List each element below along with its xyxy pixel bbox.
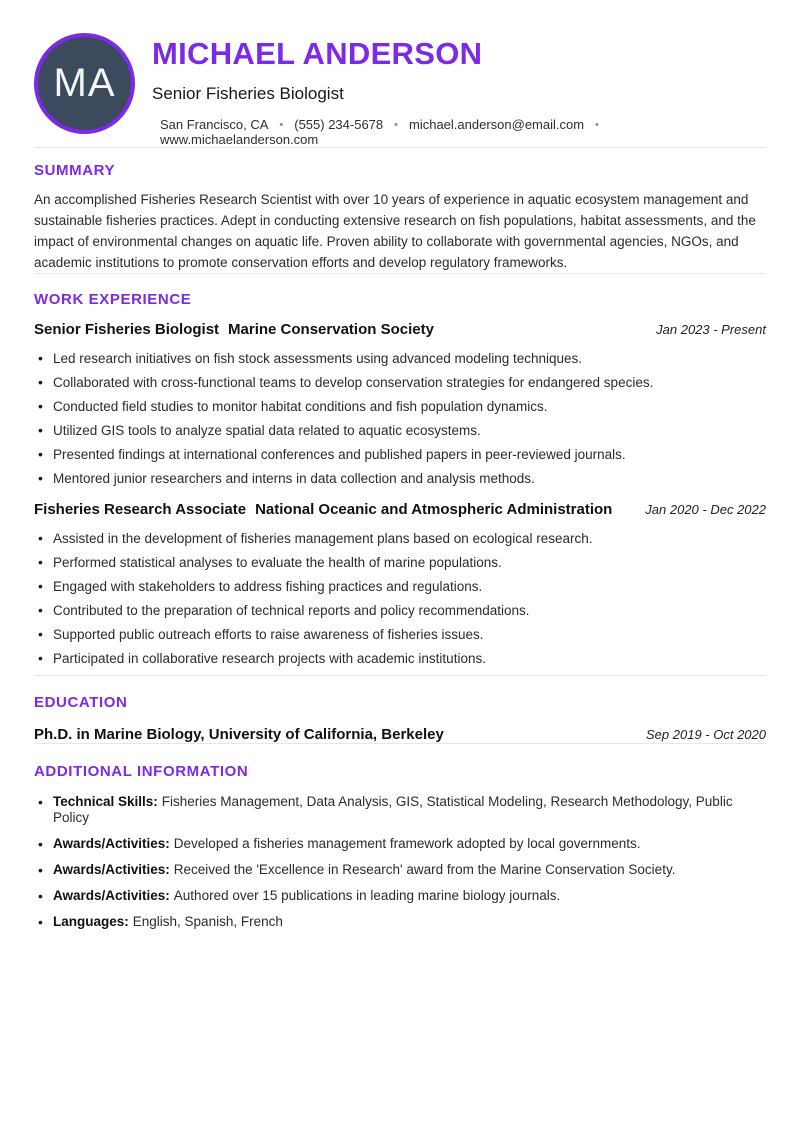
job-title-line: [34, 321, 434, 338]
job-title: Senior Fisheries Biologist: [34, 321, 220, 339]
job-bullet: • Performed statistical analyses to evaluate the health of marine populations.: [34, 555, 766, 570]
summary-heading: SUMMARY: [34, 162, 116, 180]
job-bullet: • Engaged with stakeholders to address fishing practices and regulations.: [34, 579, 766, 594]
job-bullet: • Participated in collaborative research projects with academic institutions.: [34, 651, 766, 666]
job-dates: Jan 2023 - Present: [656, 322, 766, 338]
section-work-experience: [34, 274, 766, 666]
education-entry: [34, 726, 766, 743]
job-entry: [34, 321, 766, 486]
info-item-languages: [34, 914, 766, 930]
info-item-text: English, Spanish, French: [132, 914, 283, 930]
info-item-awards: [34, 888, 766, 904]
job-dates: Jan 2020 - Dec 2022: [645, 502, 766, 518]
job-company: Marine Conservation Society: [228, 321, 434, 339]
info-item-awards: [34, 862, 766, 878]
job-title: Fisheries Research Associate: [34, 501, 247, 519]
additional-info-list: [34, 794, 766, 930]
contact-location: San Francisco, CA: [160, 117, 269, 133]
person-job-title: Senior Fisheries Biologist: [152, 84, 344, 104]
avatar: [34, 33, 135, 134]
job-bullet-list: [34, 351, 766, 486]
contact-website-link[interactable]: www.michaelanderson.com: [160, 132, 319, 148]
job-header: [34, 501, 766, 518]
resume-header: [34, 33, 766, 147]
job-company: National Oceanic and Atmospheric Administration: [255, 501, 613, 519]
info-item-label: Awards/Activities:: [53, 836, 170, 852]
job-bullet-list: [34, 531, 766, 666]
job-bullet: • Conducted field studies to monitor habitat conditions and fish population dynamics.: [34, 399, 766, 414]
info-item-text: Received the 'Excellence in Research' award from the Marine Conservation Society.: [173, 862, 676, 878]
summary-text: An accomplished Fisheries Research Scientist with over 10 years of experience in aquatic ecosystem management and sustainable fisheries practices. Adept in conducting extensive research on fish populations, habitat assessments, and the impact of environmental changes on aquatic life. Proven ability to collaborate with governmental agencies, NGOs, and academic institutions to promote conservation efforts and develop regulatory frameworks.: [34, 192, 756, 271]
info-item-awards: [34, 836, 766, 852]
education-heading: EDUCATION: [34, 694, 128, 712]
education-dates: Sep 2019 - Oct 2020: [646, 727, 766, 743]
job-bullet: • Presented findings at international conferences and published papers in peer-reviewed journals.: [34, 447, 766, 462]
info-item-label: Awards/Activities:: [53, 862, 170, 878]
bullet-separator: •: [595, 118, 599, 131]
avatar-initials: MA: [53, 61, 116, 105]
job-header: [34, 321, 766, 338]
job-bullet: • Collaborated with cross-functional teams to develop conservation strategies for endangered species.: [34, 375, 766, 390]
info-item-label: Awards/Activities:: [53, 888, 170, 904]
job-bullet: • Contributed to the preparation of technical reports and policy recommendations.: [34, 603, 766, 618]
info-item-technical-skills: [34, 794, 766, 826]
job-title-line: [34, 501, 612, 518]
person-name: MICHAEL ANDERSON: [152, 36, 483, 71]
info-item-text: Authored over 15 publications in leading marine biology journals.: [173, 888, 561, 904]
info-item-label: Languages:: [53, 914, 129, 930]
section-education: [34, 676, 766, 743]
job-bullet: • Led research initiatives on fish stock assessments using advanced modeling techniques.: [34, 351, 766, 366]
job-bullet: • Utilized GIS tools to analyze spatial data related to aquatic ecosystems.: [34, 423, 766, 438]
info-item-text: Fisheries Management, Data Analysis, GIS, Statistical Modeling, Research Methodology, Public Policy: [53, 794, 733, 826]
contact-row: [160, 117, 766, 147]
work-experience-heading: WORK EXPERIENCE: [34, 291, 192, 309]
header-text: [152, 33, 766, 147]
contact-phone: (555) 234-5678: [294, 117, 384, 133]
section-additional-information: [34, 744, 766, 930]
section-summary: [34, 148, 766, 273]
bullet-separator: •: [394, 118, 398, 131]
job-bullet: • Mentored junior researchers and interns in data collection and analysis methods.: [34, 471, 766, 486]
contact-email-link[interactable]: michael.anderson@email.com: [409, 117, 585, 133]
job-entry: [34, 501, 766, 666]
additional-information-heading: ADDITIONAL INFORMATION: [34, 763, 249, 781]
info-item-text: Developed a fisheries management framework adopted by local governments.: [173, 836, 641, 852]
info-item-label: Technical Skills:: [53, 794, 158, 810]
job-bullet: • Assisted in the development of fisheries management plans based on ecological research.: [34, 531, 766, 546]
job-bullet: • Supported public outreach efforts to raise awareness of fisheries issues.: [34, 627, 766, 642]
bullet-separator: •: [279, 118, 284, 131]
education-degree: Ph.D. in Marine Biology, University of California, Berkeley: [34, 726, 444, 744]
